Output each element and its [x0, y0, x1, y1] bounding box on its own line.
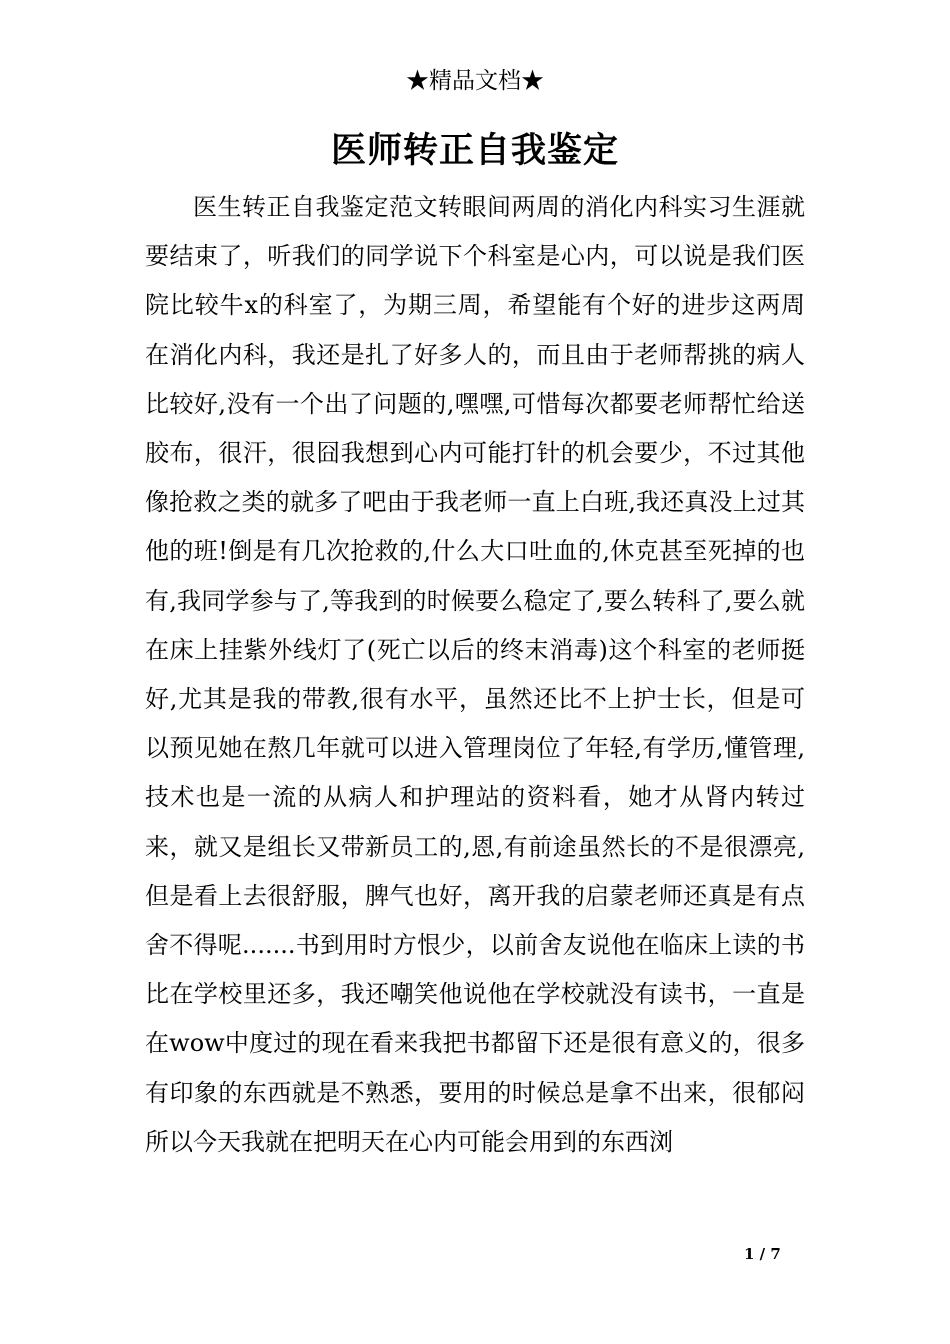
document-title: 医师转正自我鉴定: [330, 130, 619, 171]
page-number: 1 / 7: [744, 1245, 781, 1263]
header-mark: ★精品文档★: [406, 68, 544, 94]
body-paragraph: 医生转正自我鉴定范文转眼间两周的消化内科实习生涯就要结束了，听我们的同学说下个科室是心内，可以说是我们医院比较牛x的科室了，为期三周，希望能有个好的进步这两周在消化内科，我还是扎了好多人的，而且由于老师帮挑的病人比较好,没有一个出了问题的,嘿嘿,可惜每次都要老师帮忙给送胶布，很汗，很囧我想到心内可能打针的机会要少，不过其他像抢救之类的就多了吧由于我老师一直上白班,我还真没上过其他的班!倒是有几次抢救的,什么大口吐血的,休克甚至死掉的也有,我同学参与了,等我到的时候要么稳定了,要么转科了,要么就在床上挂紫外线灯了(死亡以后的终末消毒)这个科室的老师挺好,尤其是我的带教,很有水平，虽然还比不上护士长，但是可以预见她在熬几年就可以进入管理岗位了年轻,有学历,懂管理,技术也是一流的从病人和护理站的资料看，她才从肾内转过来，就又是组长又带新员工的,恩,有前途虽然长的不是很漂亮,但是看上去很舒服，脾气也好，离开我的启蒙老师还真是有点舍不得呢.......书到用时方恨少，以前舍友说他在临床上读的书比在学校里还多，我还嘲笑他说他在学校就没有读书，一直是在wow中度过的现在看来我把书都留下还是很有意义的，很多有印象的东西就是不熟悉，要用的时候总是拿不出来，很郁闷所以今天我就在把明天在心内可能会用到的东西浏: [145, 193, 805, 1156]
